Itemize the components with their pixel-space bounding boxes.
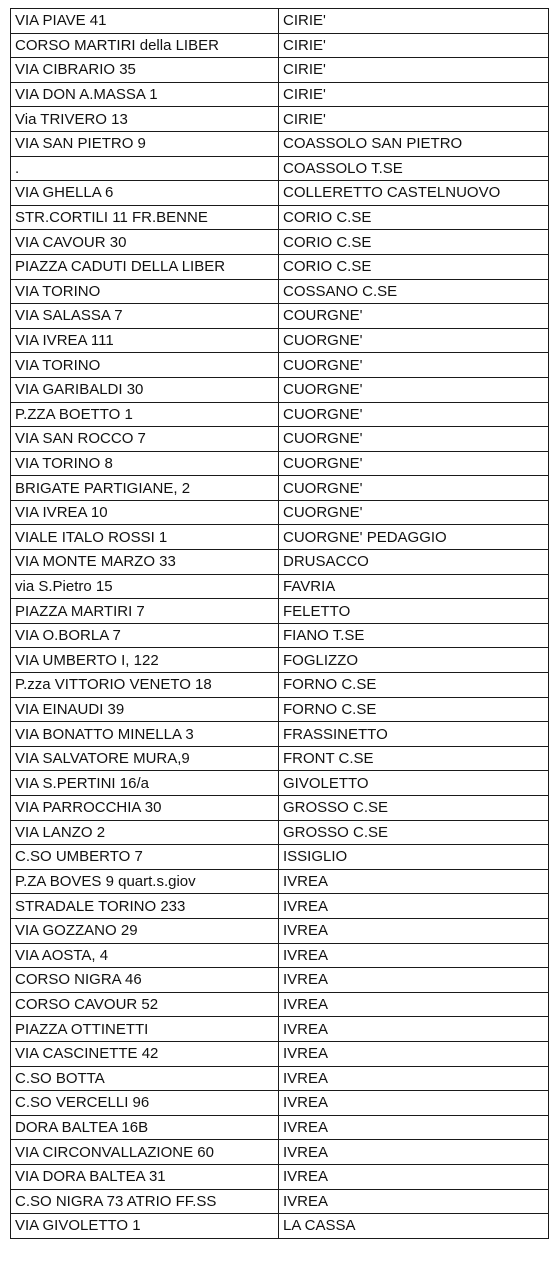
city-cell: CUORGNE' (279, 476, 549, 501)
city-cell: IVREA (279, 968, 549, 993)
city-cell: CORIO C.SE (279, 230, 549, 255)
table-row (11, 697, 549, 722)
city-cell: COSSANO C.SE (279, 279, 549, 304)
table-row (11, 476, 549, 501)
table-row (11, 402, 549, 427)
address-cell: VIA IVREA 10 (11, 500, 279, 525)
city-cell: CUORGNE' (279, 377, 549, 402)
address-table-body (11, 9, 549, 1239)
address-cell: via S.Pietro 15 (11, 574, 279, 599)
address-cell: VIA SALASSA 7 (11, 304, 279, 329)
city-cell: IVREA (279, 1189, 549, 1214)
city-cell: IVREA (279, 918, 549, 943)
table-row (11, 9, 549, 34)
table-row (11, 33, 549, 58)
city-cell: COASSOLO T.SE (279, 156, 549, 181)
address-cell: VIA PARROCCHIA 30 (11, 796, 279, 821)
address-sheet (10, 8, 548, 1239)
city-cell: CUORGNE' (279, 402, 549, 427)
city-cell: IVREA (279, 894, 549, 919)
city-cell: CORIO C.SE (279, 205, 549, 230)
address-cell: VIA O.BORLA 7 (11, 623, 279, 648)
table-row (11, 353, 549, 378)
address-cell: VIA UMBERTO I, 122 (11, 648, 279, 673)
city-cell: CUORGNE' (279, 427, 549, 452)
city-cell: COURGNE' (279, 304, 549, 329)
city-cell: FORNO C.SE (279, 673, 549, 698)
table-row (11, 181, 549, 206)
table-row (11, 1066, 549, 1091)
address-cell: CORSO CAVOUR 52 (11, 992, 279, 1017)
city-cell: FORNO C.SE (279, 697, 549, 722)
table-row (11, 992, 549, 1017)
table-row (11, 427, 549, 452)
table-row (11, 328, 549, 353)
table-row (11, 1214, 549, 1239)
address-cell: VIA CIBRARIO 35 (11, 58, 279, 83)
city-cell: DRUSACCO (279, 550, 549, 575)
city-cell: FRONT C.SE (279, 746, 549, 771)
address-cell: CORSO NIGRA 46 (11, 968, 279, 993)
address-cell: STR.CORTILI 11 FR.BENNE (11, 205, 279, 230)
address-cell: VIA CIRCONVALLAZIONE 60 (11, 1140, 279, 1165)
city-cell: IVREA (279, 992, 549, 1017)
address-cell: P.zza VITTORIO VENETO 18 (11, 673, 279, 698)
table-row (11, 771, 549, 796)
address-cell: VIA MONTE MARZO 33 (11, 550, 279, 575)
address-cell: VIA GIVOLETTO 1 (11, 1214, 279, 1239)
city-cell: CUORGNE' (279, 451, 549, 476)
table-row (11, 968, 549, 993)
city-cell: IVREA (279, 1041, 549, 1066)
table-row (11, 746, 549, 771)
address-cell: Via TRIVERO 13 (11, 107, 279, 132)
city-cell: CORIO C.SE (279, 254, 549, 279)
table-row (11, 623, 549, 648)
address-cell: VIA DORA BALTEA 31 (11, 1164, 279, 1189)
city-cell: CIRIE' (279, 107, 549, 132)
address-cell: VIA LANZO 2 (11, 820, 279, 845)
city-cell: IVREA (279, 1066, 549, 1091)
table-row (11, 943, 549, 968)
city-cell: GIVOLETTO (279, 771, 549, 796)
table-row (11, 574, 549, 599)
city-cell: COASSOLO SAN PIETRO (279, 131, 549, 156)
city-cell: GROSSO C.SE (279, 820, 549, 845)
address-cell: VIA SAN PIETRO 9 (11, 131, 279, 156)
table-row (11, 1140, 549, 1165)
city-cell: FOGLIZZO (279, 648, 549, 673)
address-cell: PIAZZA OTTINETTI (11, 1017, 279, 1042)
table-row (11, 869, 549, 894)
address-cell: VIA TORINO (11, 279, 279, 304)
table-row (11, 525, 549, 550)
table-row (11, 1189, 549, 1214)
table-row (11, 894, 549, 919)
table-row (11, 820, 549, 845)
table-row (11, 131, 549, 156)
table-row (11, 1041, 549, 1066)
table-row (11, 254, 549, 279)
address-cell: VIA DON A.MASSA 1 (11, 82, 279, 107)
city-cell: FIANO T.SE (279, 623, 549, 648)
table-row (11, 377, 549, 402)
city-cell: CIRIE' (279, 82, 549, 107)
address-cell: PIAZZA MARTIRI 7 (11, 599, 279, 624)
city-cell: ISSIGLIO (279, 845, 549, 870)
address-cell: VIA GARIBALDI 30 (11, 377, 279, 402)
table-row (11, 304, 549, 329)
city-cell: IVREA (279, 1140, 549, 1165)
address-cell: PIAZZA CADUTI DELLA LIBER (11, 254, 279, 279)
table-row (11, 451, 549, 476)
city-cell: CUORGNE' (279, 500, 549, 525)
city-cell: CIRIE' (279, 9, 549, 34)
city-cell: CIRIE' (279, 33, 549, 58)
address-cell: VIA SALVATORE MURA,9 (11, 746, 279, 771)
address-cell: VIA PIAVE 41 (11, 9, 279, 34)
address-cell: P.ZZA BOETTO 1 (11, 402, 279, 427)
city-cell: IVREA (279, 1091, 549, 1116)
city-cell: IVREA (279, 943, 549, 968)
table-row (11, 648, 549, 673)
table-row (11, 156, 549, 181)
city-cell: CUORGNE' PEDAGGIO (279, 525, 549, 550)
city-cell: CUORGNE' (279, 353, 549, 378)
table-row (11, 845, 549, 870)
table-row (11, 1091, 549, 1116)
address-cell: P.ZA BOVES 9 quart.s.giov (11, 869, 279, 894)
address-cell: VIA S.PERTINI 16/a (11, 771, 279, 796)
address-cell: VIA GHELLA 6 (11, 181, 279, 206)
table-row (11, 796, 549, 821)
address-cell: BRIGATE PARTIGIANE, 2 (11, 476, 279, 501)
table-row (11, 1115, 549, 1140)
address-cell: VIA TORINO 8 (11, 451, 279, 476)
address-cell: STRADALE TORINO 233 (11, 894, 279, 919)
address-cell: VIA GOZZANO 29 (11, 918, 279, 943)
table-row (11, 230, 549, 255)
city-cell: CUORGNE' (279, 328, 549, 353)
address-cell: C.SO BOTTA (11, 1066, 279, 1091)
table-row (11, 722, 549, 747)
address-cell: VIA EINAUDI 39 (11, 697, 279, 722)
address-cell: VIA SAN ROCCO 7 (11, 427, 279, 452)
city-cell: COLLERETTO CASTELNUOVO (279, 181, 549, 206)
address-cell: VIA CAVOUR 30 (11, 230, 279, 255)
address-cell: VIALE ITALO ROSSI 1 (11, 525, 279, 550)
address-cell: C.SO NIGRA 73 ATRIO FF.SS (11, 1189, 279, 1214)
city-cell: IVREA (279, 1017, 549, 1042)
city-cell: IVREA (279, 869, 549, 894)
city-cell: FELETTO (279, 599, 549, 624)
table-row (11, 107, 549, 132)
address-cell: C.SO VERCELLI 96 (11, 1091, 279, 1116)
table-row (11, 1017, 549, 1042)
table-row (11, 500, 549, 525)
city-cell: FRASSINETTO (279, 722, 549, 747)
table-row (11, 205, 549, 230)
address-cell: . (11, 156, 279, 181)
table-row (11, 918, 549, 943)
address-cell: VIA CASCINETTE 42 (11, 1041, 279, 1066)
address-cell: VIA AOSTA, 4 (11, 943, 279, 968)
address-cell: C.SO UMBERTO 7 (11, 845, 279, 870)
address-table (10, 8, 549, 1239)
address-cell: DORA BALTEA 16B (11, 1115, 279, 1140)
table-row (11, 1164, 549, 1189)
city-cell: FAVRIA (279, 574, 549, 599)
address-cell: CORSO MARTIRI della LIBER (11, 33, 279, 58)
table-row (11, 82, 549, 107)
table-row (11, 599, 549, 624)
address-cell: VIA BONATTO MINELLA 3 (11, 722, 279, 747)
city-cell: IVREA (279, 1115, 549, 1140)
table-row (11, 279, 549, 304)
city-cell: CIRIE' (279, 58, 549, 83)
table-row (11, 550, 549, 575)
address-cell: VIA TORINO (11, 353, 279, 378)
city-cell: GROSSO C.SE (279, 796, 549, 821)
address-cell: VIA IVREA 111 (11, 328, 279, 353)
table-row (11, 673, 549, 698)
city-cell: LA CASSA (279, 1214, 549, 1239)
city-cell: IVREA (279, 1164, 549, 1189)
table-row (11, 58, 549, 83)
